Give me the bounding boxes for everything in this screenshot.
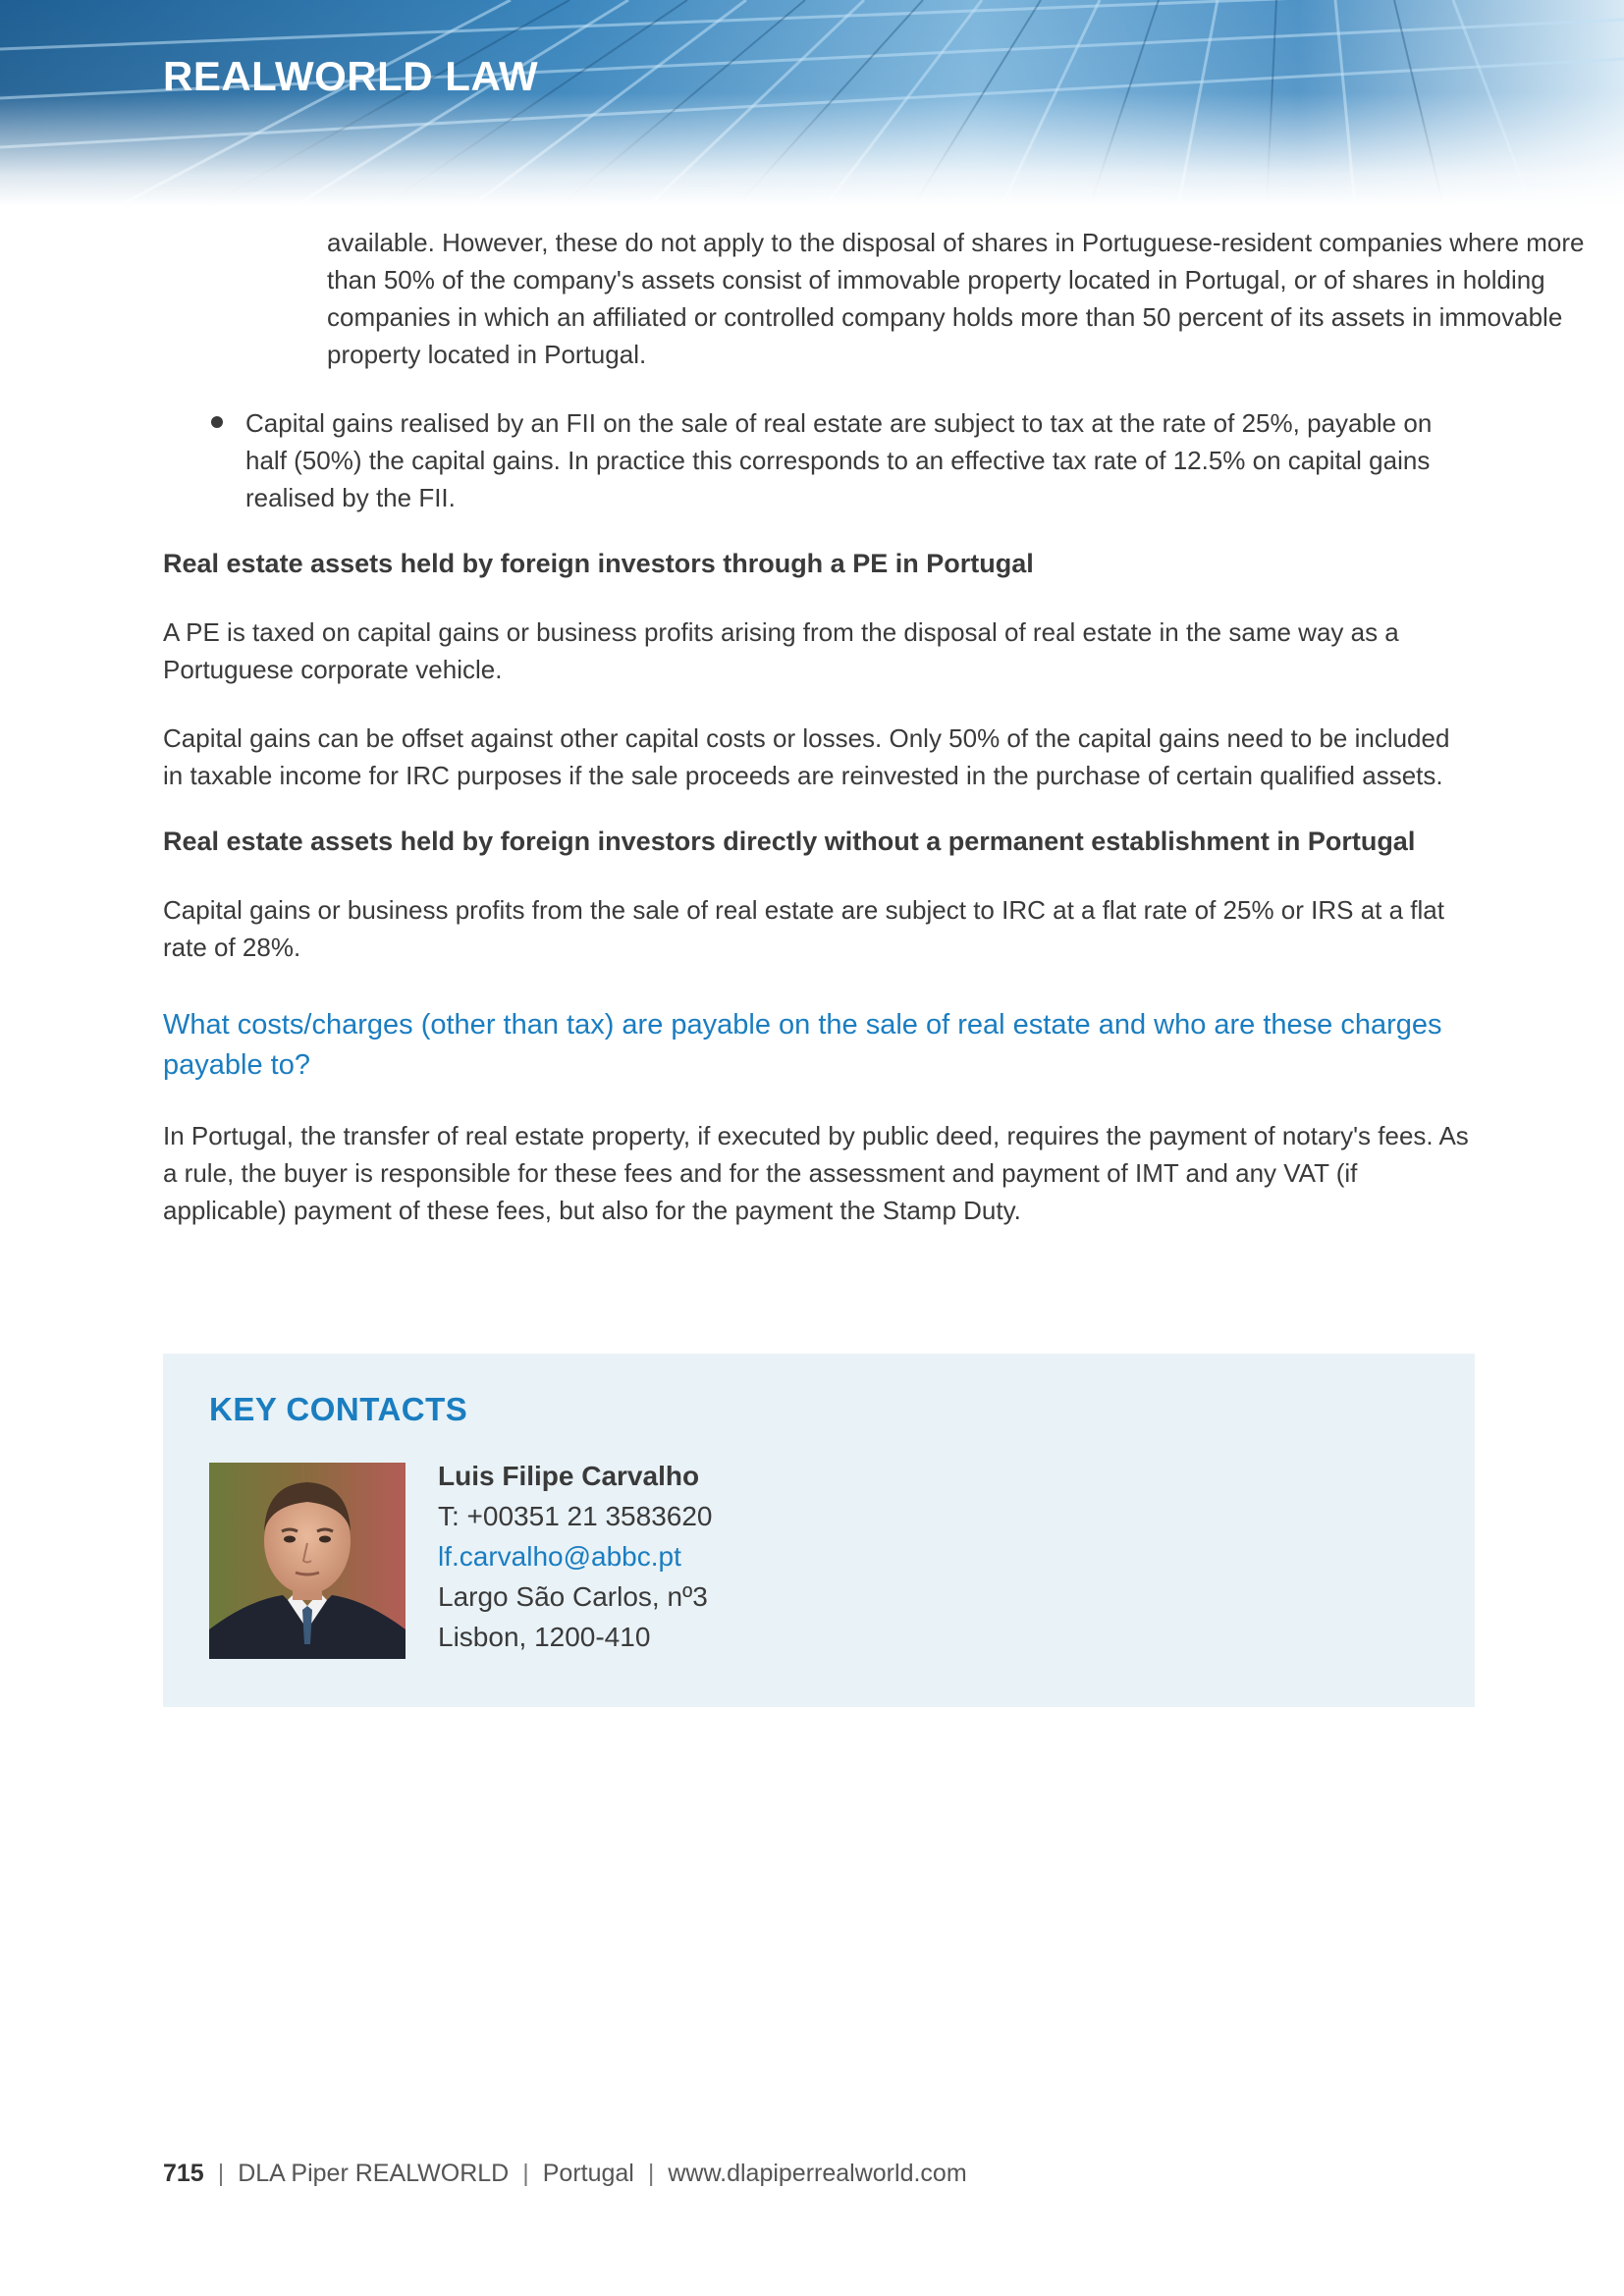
contact-address-line2: Lisbon, 1200-410 — [438, 1622, 651, 1652]
footer-separator: | — [647, 2160, 655, 2187]
footer-separator: | — [522, 2160, 529, 2187]
bullet-text: Capital gains realised by an FII on the sale of real estate are subject to tax at the rate of 25%, payable on half (50%) the capital gains. In practice this corresponds to an effective tax rate of 12.5% on capital gains realised by the FII. — [245, 408, 1433, 512]
footer-website-link[interactable]: www.dlapiperrealworld.com — [668, 2160, 967, 2187]
section-heading-pe: Real estate assets held by foreign investors through a PE in Portugal — [163, 549, 1034, 578]
contact-phone: T: +00351 21 3583620 — [438, 1501, 713, 1531]
footer-publication: DLA Piper REALWORLD — [238, 2160, 510, 2187]
main-content — [163, 224, 1585, 1229]
contact-details — [438, 1456, 712, 1657]
pe-paragraph-1: A PE is taxed on capital gains or business profits arising from the disposal of real estate in the same way as a Portuguese corporate vehicle. — [163, 617, 1399, 684]
header-title: REALWORLD LAW — [163, 53, 539, 99]
key-contacts-title: KEY CONTACTS — [209, 1391, 468, 1427]
bullet-icon — [211, 416, 223, 428]
contact-name: Luis Filipe Carvalho — [438, 1461, 700, 1491]
pe-paragraph-2: Capital gains can be offset against other capital costs or losses. Only 50% of the capital gains need to be included in taxable income for IRC purposes if the sale proceeds are reinvested in the purchase of certain qualified assets. — [163, 723, 1450, 790]
footer-separator: | — [217, 2160, 225, 2187]
continuation-paragraph: available. However, these do not apply to the disposal of shares in Portuguese-resident companies where more than 50% of the company's assets consist of immovable property located in Portugal, or of shares in holding companies in which an affiliated or controlled company holds more than 50 percent of its assets in immovable property located in Portugal. — [327, 228, 1585, 369]
direct-paragraph-1: Capital gains or business profits from the sale of real estate are subject to IRC at a flat rate of 25% or IRS at a flat rate of 28%. — [163, 895, 1444, 962]
answer-paragraph: In Portugal, the transfer of real estate property, if executed by public deed, requires the payment of notary's fees. As a rule, the buyer is responsible for these fees and for the assessment and payment of IMT and any VAT (if applicable) payment of these fees, but also for the payment the Stamp Duty. — [163, 1121, 1469, 1225]
key-contacts-box — [163, 1354, 1475, 1707]
contact-photo — [209, 1463, 406, 1659]
header-banner — [0, 0, 1624, 206]
footer-country: Portugal — [542, 2160, 634, 2187]
list-item — [163, 404, 1475, 516]
page-number: 715 — [163, 2160, 204, 2187]
question-heading: What costs/charges (other than tax) are payable on the sale of real estate and who are these charges payable to? — [163, 1009, 1442, 1081]
section-heading-direct: Real estate assets held by foreign investors directly without a permanent establishment in Portugal — [163, 827, 1416, 856]
footer — [163, 2160, 967, 2188]
building-facade-image — [0, 0, 1624, 206]
contact-email-link[interactable]: lf.carvalho@abbc.pt — [438, 1541, 681, 1572]
contact-address-line1: Largo São Carlos, nº3 — [438, 1581, 708, 1612]
